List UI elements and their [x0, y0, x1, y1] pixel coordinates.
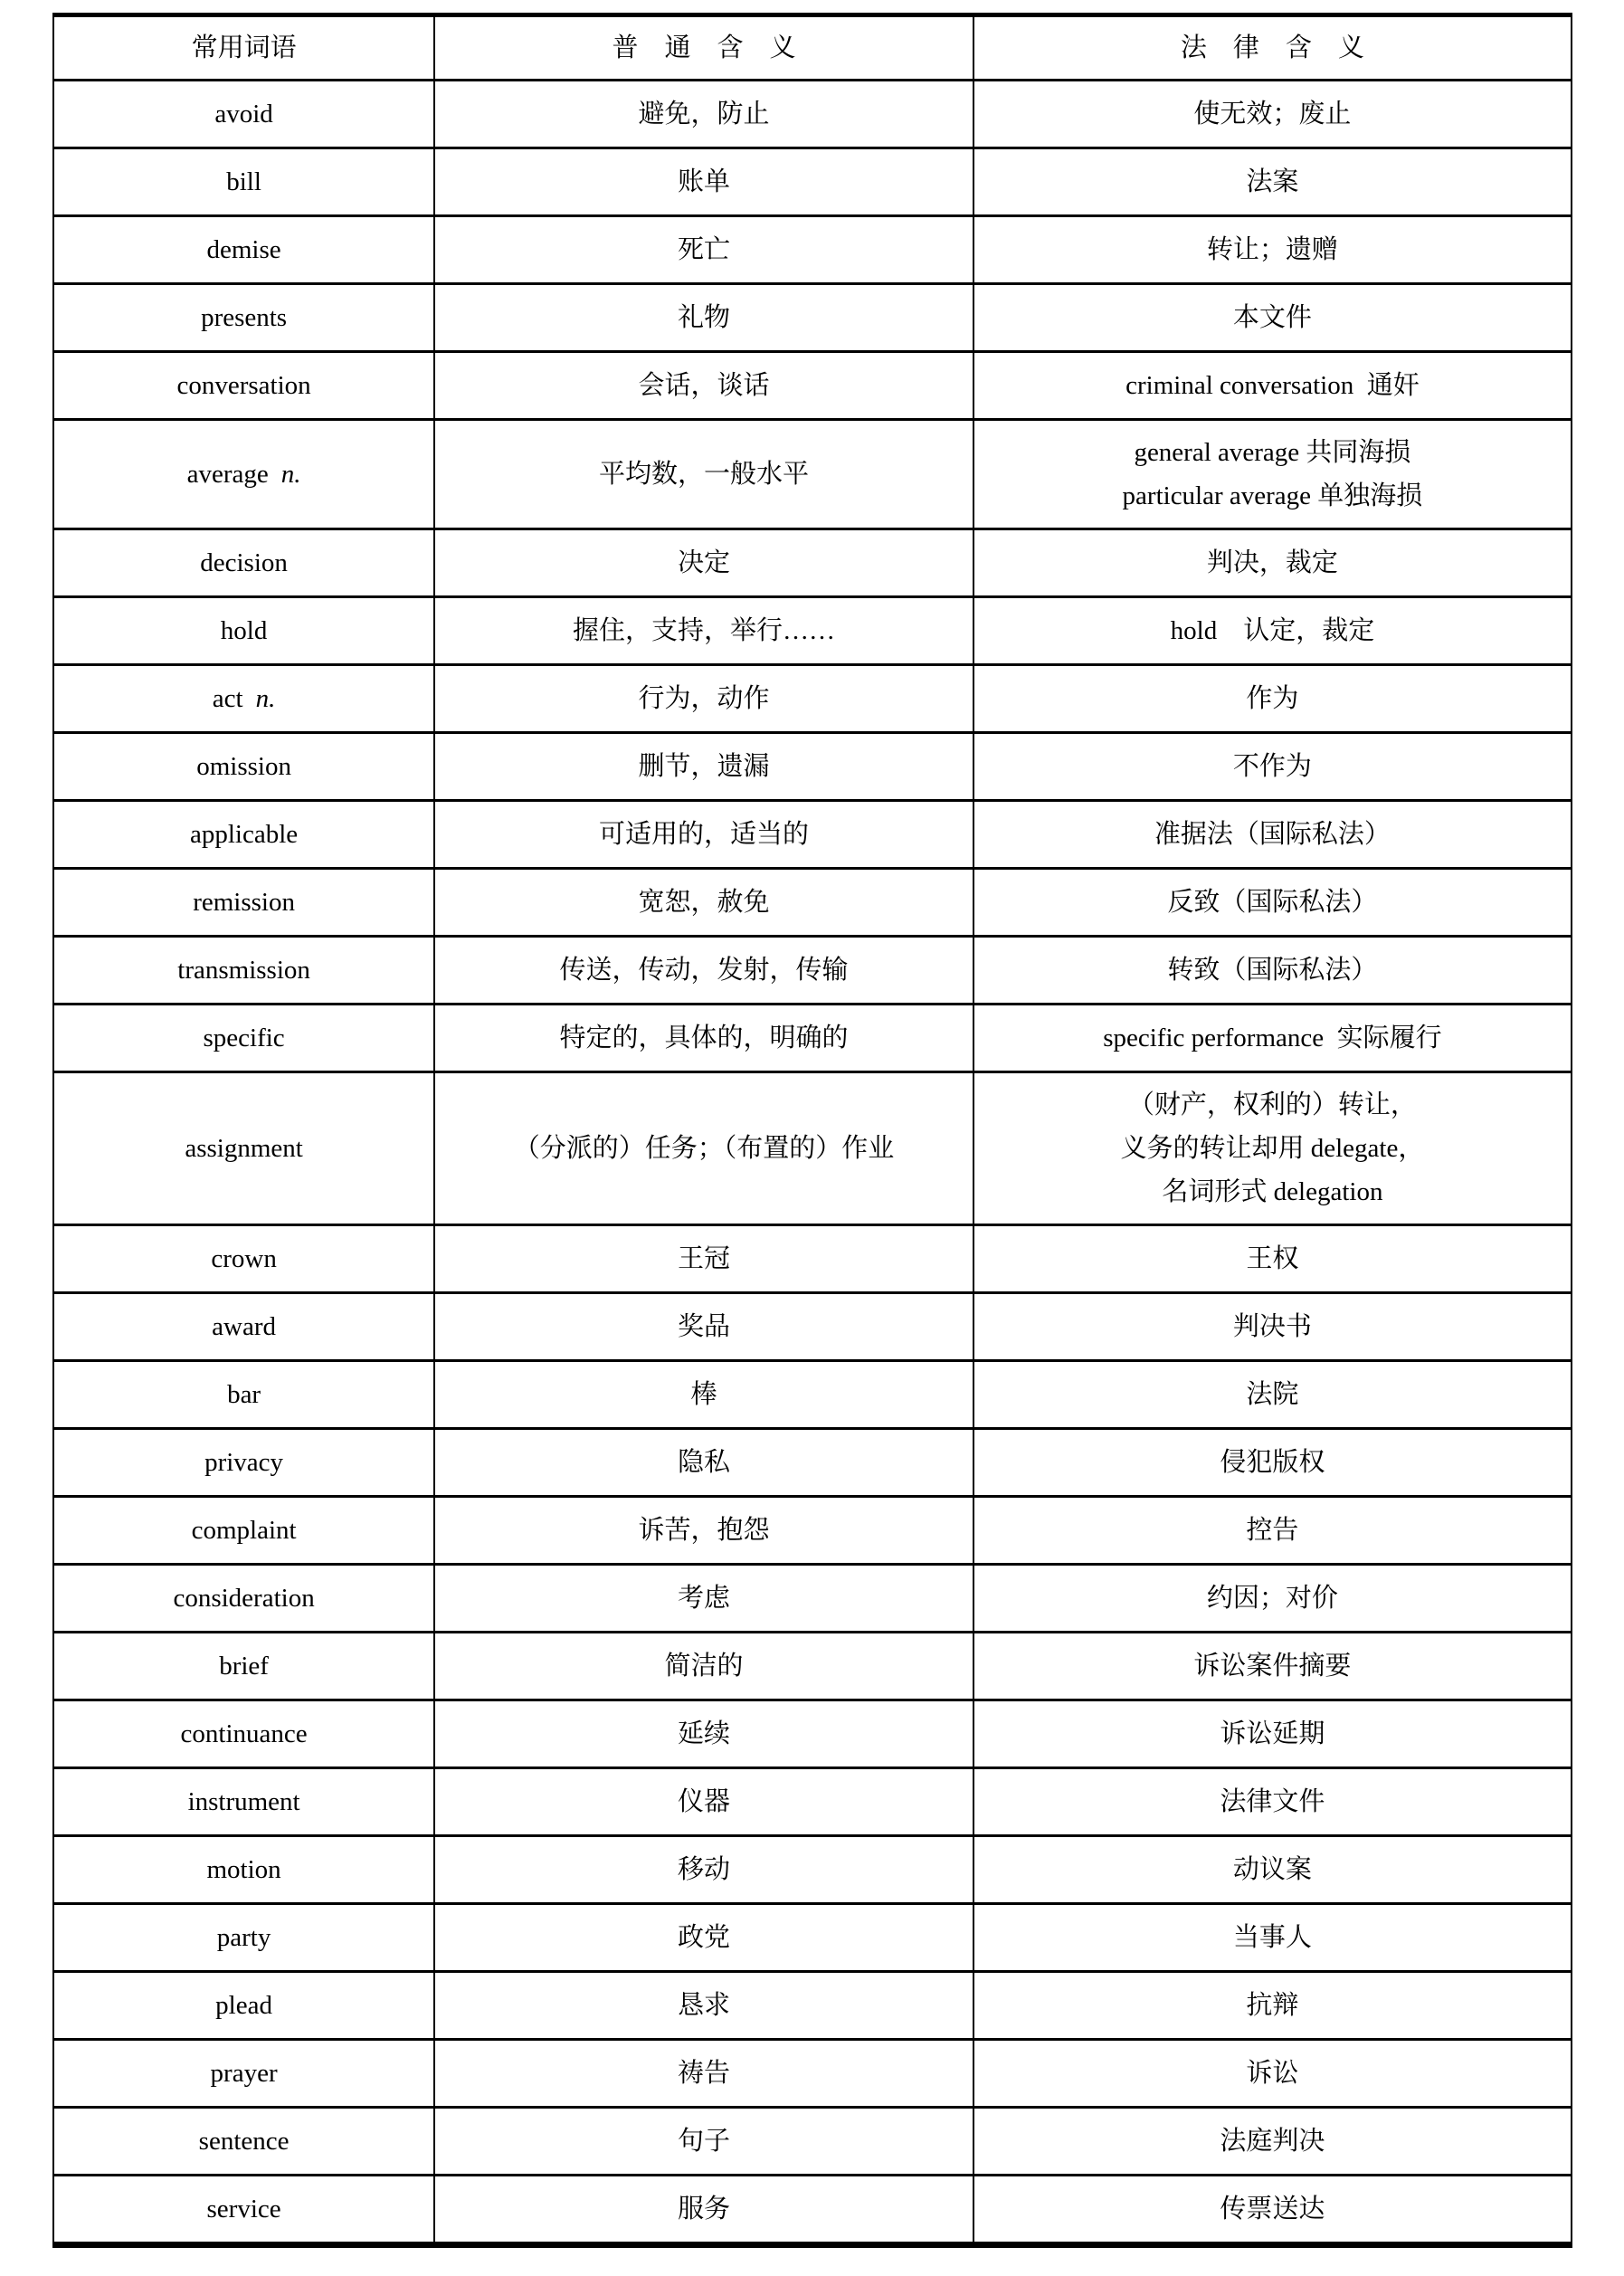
- word-text: privacy: [204, 1448, 284, 1477]
- word-text: hold: [220, 616, 268, 645]
- column-header-legal: 法 律 含 义: [973, 15, 1572, 81]
- legal-meaning-line: 侵犯版权: [1220, 1448, 1325, 1477]
- table-body: [53, 81, 1572, 2245]
- ordinary-meaning-cell: [434, 352, 973, 420]
- ordinary-meaning-cell: [434, 665, 973, 733]
- word-cell: [53, 81, 434, 148]
- word-text: award: [212, 1312, 276, 1341]
- column-header-word: 常用词语: [53, 15, 434, 81]
- ordinary-meaning-line: 棒: [690, 1380, 717, 1409]
- legal-meaning-line: 转致（国际私法）: [1167, 956, 1378, 985]
- ordinary-meaning-line: 平均数，一般水平: [599, 460, 810, 489]
- ordinary-meaning-cell: [434, 597, 973, 665]
- word-text: motion: [206, 1855, 281, 1884]
- ordinary-meaning-cell: [434, 148, 973, 216]
- table-row: [53, 352, 1572, 420]
- legal-meaning-line: 判决书: [1232, 1312, 1312, 1341]
- legal-meaning-cell: [973, 284, 1572, 352]
- legal-meaning-line: 名词形式 delegation: [1162, 1177, 1383, 1206]
- table-row: [53, 665, 1572, 733]
- ordinary-meaning-cell: [434, 1633, 973, 1700]
- table-row: [53, 1072, 1572, 1225]
- legal-meaning-cell: [973, 869, 1572, 937]
- table-row: [53, 2176, 1572, 2245]
- word-cell: [53, 1005, 434, 1072]
- legal-meaning-cell: [973, 1005, 1572, 1072]
- word-text: party: [216, 1923, 271, 1952]
- legal-meaning-cell: [973, 937, 1572, 1005]
- ordinary-meaning-cell: [434, 2108, 973, 2176]
- word-text: act: [212, 684, 243, 713]
- column-header-ordinary: 普 通 含 义: [434, 15, 973, 81]
- word-text: instrument: [187, 1787, 300, 1816]
- legal-meaning-cell: [973, 420, 1572, 529]
- ordinary-meaning-cell: [434, 1361, 973, 1429]
- word-text: transmission: [177, 956, 310, 985]
- ordinary-meaning-line: 会话，谈话: [638, 371, 770, 400]
- word-cell: [53, 148, 434, 216]
- ordinary-meaning-line: 移动: [678, 1855, 731, 1884]
- word-text: prayer: [210, 2059, 278, 2088]
- word-text: bar: [227, 1380, 261, 1409]
- word-cell: [53, 1768, 434, 1836]
- legal-meaning-cell: [973, 801, 1572, 869]
- word-cell: [53, 665, 434, 733]
- legal-meaning-line: 诉讼延期: [1220, 1719, 1325, 1748]
- word-text: remission: [193, 888, 295, 917]
- table-row: [53, 216, 1572, 284]
- table-row: [53, 1361, 1572, 1429]
- ordinary-meaning-line: 死亡: [678, 235, 731, 264]
- word-cell: [53, 284, 434, 352]
- legal-meaning-line: 当事人: [1232, 1923, 1312, 1952]
- table-row: [53, 1005, 1572, 1072]
- word-text: brief: [219, 1652, 269, 1681]
- legal-meaning-cell: [973, 1497, 1572, 1565]
- word-cell: [53, 1072, 434, 1225]
- ordinary-meaning-cell: [434, 420, 973, 529]
- table-row: [53, 597, 1572, 665]
- legal-meaning-cell: [973, 597, 1572, 665]
- ordinary-meaning-line: 行为，动作: [638, 684, 770, 713]
- legal-meaning-line: 法院: [1246, 1380, 1299, 1409]
- legal-meaning-cell: [973, 2040, 1572, 2108]
- word-text: plead: [215, 1991, 272, 2020]
- legal-meaning-line: 不作为: [1232, 752, 1312, 781]
- word-cell: [53, 1565, 434, 1633]
- legal-meaning-cell: [973, 1072, 1572, 1225]
- ordinary-meaning-line: 诉苦，抱怨: [638, 1516, 770, 1545]
- legal-meaning-line: 抗辩: [1246, 1991, 1299, 2020]
- word-cell: [53, 1361, 434, 1429]
- ordinary-meaning-cell: [434, 1565, 973, 1633]
- table-row: [53, 1768, 1572, 1836]
- ordinary-meaning-line: 可适用的，适当的: [599, 820, 810, 849]
- table-row: [53, 869, 1572, 937]
- legal-meaning-line: particular average 单独海损: [1122, 481, 1423, 510]
- header-row: [53, 15, 1572, 81]
- word-text: sentence: [198, 2127, 290, 2156]
- ordinary-meaning-line: 特定的，具体的，明确的: [559, 1024, 849, 1052]
- table-row: [53, 2108, 1572, 2176]
- legal-meaning-line: 法庭判决: [1220, 2127, 1325, 2156]
- word-text: crown: [211, 1244, 277, 1273]
- ordinary-meaning-cell: [434, 1700, 973, 1768]
- legal-meaning-line: 传票送达: [1220, 2195, 1325, 2224]
- legal-meaning-line: 法律文件: [1220, 1787, 1325, 1816]
- legal-meaning-line: （财产，权利的）转让，: [1127, 1090, 1417, 1119]
- legal-meaning-cell: [973, 1836, 1572, 1904]
- ordinary-meaning-line: 祷告: [678, 2059, 731, 2088]
- legal-meaning-cell: [973, 216, 1572, 284]
- legal-meaning-cell: [973, 1361, 1572, 1429]
- ordinary-meaning-line: 恳求: [678, 1991, 731, 2020]
- word-cell: [53, 420, 434, 529]
- legal-meaning-line: 使无效；废止: [1193, 100, 1352, 129]
- legal-meaning-cell: [973, 1768, 1572, 1836]
- word-text: specific: [203, 1024, 285, 1052]
- word-cell: [53, 352, 434, 420]
- word-cell: [53, 1904, 434, 1972]
- table-row: [53, 801, 1572, 869]
- ordinary-meaning-cell: [434, 937, 973, 1005]
- word-text: conversation: [176, 371, 311, 400]
- word-cell: [53, 2108, 434, 2176]
- word-text: decision: [200, 548, 288, 577]
- ordinary-meaning-cell: [434, 869, 973, 937]
- word-cell: [53, 1225, 434, 1293]
- ordinary-meaning-cell: [434, 1904, 973, 1972]
- ordinary-meaning-cell: [434, 1293, 973, 1361]
- ordinary-meaning-cell: [434, 733, 973, 801]
- table-row: [53, 1429, 1572, 1497]
- word-cell: [53, 1700, 434, 1768]
- legal-meaning-cell: [973, 2176, 1572, 2245]
- legal-meaning-cell: [973, 529, 1572, 597]
- word-text: avoid: [214, 100, 273, 129]
- word-cell: [53, 529, 434, 597]
- word-cell: [53, 937, 434, 1005]
- table-row: [53, 1293, 1572, 1361]
- ordinary-meaning-cell: [434, 2040, 973, 2108]
- legal-meaning-cell: [973, 352, 1572, 420]
- word-cell: [53, 1972, 434, 2040]
- legal-meaning-cell: [973, 1429, 1572, 1497]
- ordinary-meaning-cell: [434, 529, 973, 597]
- word-text: bill: [226, 167, 261, 196]
- word-cell: [53, 733, 434, 801]
- legal-meaning-cell: [973, 1904, 1572, 1972]
- ordinary-meaning-line: 礼物: [678, 303, 731, 332]
- ordinary-meaning-line: 王冠: [678, 1244, 731, 1273]
- ordinary-meaning-line: （分派的）任务；（布置的）作业: [513, 1134, 895, 1163]
- legal-meaning-cell: [973, 733, 1572, 801]
- legal-meaning-line: 准据法（国际私法）: [1154, 820, 1391, 849]
- ordinary-meaning-line: 隐私: [678, 1448, 731, 1477]
- legal-meaning-cell: [973, 148, 1572, 216]
- word-text: average: [186, 460, 269, 489]
- legal-meaning-line: specific performance 实际履行: [1103, 1024, 1442, 1052]
- table-row: [53, 284, 1572, 352]
- ordinary-meaning-line: 传送，传动，发射，传输: [559, 956, 849, 985]
- word-text: assignment: [185, 1134, 303, 1163]
- ordinary-meaning-line: 握住，支持，举行……: [573, 616, 836, 645]
- legal-meaning-line: general average 共同海损: [1134, 438, 1411, 467]
- ordinary-meaning-cell: [434, 2176, 973, 2245]
- table-row: [53, 1972, 1572, 2040]
- legal-meaning-line: 本文件: [1232, 303, 1312, 332]
- legal-meaning-line: 约因；对价: [1206, 1584, 1338, 1613]
- word-text: service: [206, 2195, 281, 2224]
- ordinary-meaning-line: 简洁的: [664, 1652, 744, 1681]
- table-row: [53, 1565, 1572, 1633]
- ordinary-meaning-cell: [434, 1768, 973, 1836]
- legal-meaning-cell: [973, 1633, 1572, 1700]
- table-row: [53, 81, 1572, 148]
- table-row: [53, 733, 1572, 801]
- legal-meaning-line: 转让；遗赠: [1206, 235, 1338, 264]
- table-row: [53, 420, 1572, 529]
- word-text: demise: [206, 235, 281, 264]
- ordinary-meaning-line: 避免，防止: [638, 100, 770, 129]
- table-row: [53, 937, 1572, 1005]
- word-cell: [53, 1429, 434, 1497]
- legal-meaning-cell: [973, 1972, 1572, 2040]
- legal-meaning-cell: [973, 1225, 1572, 1293]
- ordinary-meaning-line: 延续: [678, 1719, 731, 1748]
- legal-meaning-cell: [973, 1565, 1572, 1633]
- legal-meaning-line: hold 认定，裁定: [1170, 616, 1375, 645]
- ordinary-meaning-line: 决定: [678, 548, 731, 577]
- word-text: continuance: [180, 1719, 308, 1748]
- legal-meaning-line: 判决，裁定: [1206, 548, 1338, 577]
- legal-meaning-cell: [973, 2108, 1572, 2176]
- legal-meaning-line: 控告: [1246, 1516, 1299, 1545]
- legal-meaning-cell: [973, 1293, 1572, 1361]
- legal-meaning-cell: [973, 665, 1572, 733]
- legal-meaning-line: 诉讼: [1246, 2059, 1299, 2088]
- legal-meaning-line: 诉讼案件摘要: [1193, 1652, 1352, 1681]
- word-cell: [53, 801, 434, 869]
- legal-meaning-line: 王权: [1246, 1244, 1299, 1273]
- ordinary-meaning-line: 政党: [678, 1923, 731, 1952]
- ordinary-meaning-cell: [434, 1972, 973, 2040]
- ordinary-meaning-line: 考虑: [678, 1584, 731, 1613]
- table-row: [53, 148, 1572, 216]
- word-text: complaint: [191, 1516, 297, 1545]
- part-of-speech: n.: [280, 460, 301, 489]
- ordinary-meaning-cell: [434, 1497, 973, 1565]
- word-cell: [53, 597, 434, 665]
- ordinary-meaning-line: 仪器: [678, 1787, 731, 1816]
- ordinary-meaning-line: 删节，遗漏: [638, 752, 770, 781]
- word-text: applicable: [190, 820, 299, 849]
- ordinary-meaning-cell: [434, 1005, 973, 1072]
- word-cell: [53, 869, 434, 937]
- word-text: consideration: [173, 1584, 315, 1613]
- table-row: [53, 1836, 1572, 1904]
- ordinary-meaning-cell: [434, 1072, 973, 1225]
- word-cell: [53, 2176, 434, 2245]
- ordinary-meaning-cell: [434, 1836, 973, 1904]
- legal-meaning-line: criminal conversation 通奸: [1125, 371, 1420, 400]
- ordinary-meaning-cell: [434, 81, 973, 148]
- ordinary-meaning-cell: [434, 284, 973, 352]
- word-cell: [53, 1836, 434, 1904]
- ordinary-meaning-cell: [434, 801, 973, 869]
- table-row: [53, 1700, 1572, 1768]
- word-cell: [53, 2040, 434, 2108]
- legal-meaning-line: 义务的转让却用 delegate，: [1120, 1134, 1425, 1163]
- legal-meaning-line: 作为: [1246, 684, 1299, 713]
- part-of-speech: n.: [255, 684, 276, 713]
- word-cell: [53, 1293, 434, 1361]
- word-cell: [53, 1633, 434, 1700]
- word-text: omission: [196, 752, 291, 781]
- legal-terms-table: [52, 13, 1572, 2248]
- legal-meaning-cell: [973, 1700, 1572, 1768]
- table-row: [53, 1904, 1572, 1972]
- ordinary-meaning-cell: [434, 1429, 973, 1497]
- ordinary-meaning-line: 奖品: [678, 1312, 731, 1341]
- ordinary-meaning-cell: [434, 1225, 973, 1293]
- ordinary-meaning-line: 服务: [678, 2195, 731, 2224]
- table-row: [53, 2040, 1572, 2108]
- ordinary-meaning-cell: [434, 216, 973, 284]
- word-text: presents: [201, 303, 288, 332]
- ordinary-meaning-line: 句子: [678, 2127, 731, 2156]
- legal-meaning-line: 法案: [1246, 167, 1299, 196]
- legal-meaning-cell: [973, 81, 1572, 148]
- ordinary-meaning-line: 宽恕，赦免: [638, 888, 770, 917]
- legal-meaning-line: 动议案: [1232, 1855, 1312, 1884]
- table-row: [53, 1225, 1572, 1293]
- table-row: [53, 1633, 1572, 1700]
- table-row: [53, 1497, 1572, 1565]
- word-cell: [53, 216, 434, 284]
- table-row: [53, 529, 1572, 597]
- word-cell: [53, 1497, 434, 1565]
- ordinary-meaning-line: 账单: [678, 167, 731, 196]
- legal-meaning-line: 反致（国际私法）: [1167, 888, 1378, 917]
